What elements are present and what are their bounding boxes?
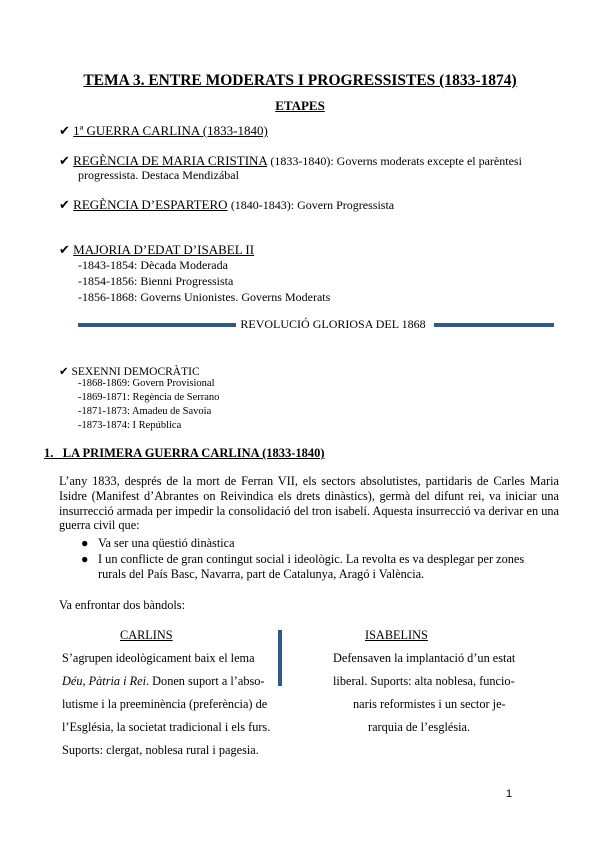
stage-5	[59, 364, 200, 378]
list-item	[81, 552, 525, 567]
carlins-line: S’agrupen ideològicament baix el lema	[62, 651, 255, 665]
bullet-icon: ●	[81, 552, 89, 566]
stage-5-sub: -1868-1869: Govern Provisional	[78, 378, 215, 389]
page-number: 1	[506, 788, 513, 800]
isabelins-heading: ISABELINS	[365, 628, 428, 642]
carlins-line: Suports: clergat, noblesa rural i pagesia.	[62, 743, 259, 757]
section-1-heading: 1. LA PRIMERA GUERRA CARLINA (1833-1840)	[44, 446, 325, 460]
isabelins-line: rarquia de l’església.	[368, 720, 471, 734]
list-item	[81, 536, 235, 551]
stage-3-label: REGÈNCIA D’ESPARTERO	[73, 197, 228, 212]
check-icon: ✔	[59, 242, 70, 257]
stage-3-text: (1840-1843): Govern Progressista	[230, 198, 395, 212]
carlins-heading: CARLINS	[120, 628, 173, 642]
carlins-line: l’Església, la societat tradicional i els furs.	[62, 720, 271, 734]
check-icon: ✔	[59, 123, 70, 138]
column-divider	[278, 630, 282, 686]
stage-4	[59, 242, 254, 258]
isabelins-line: Defensaven la implantació d’un estat	[333, 651, 516, 665]
stage-4-sub: -1856-1868: Governs Unionistes. Governs Moderats	[78, 290, 331, 304]
stage-5-sub: -1873-1874: I República	[78, 420, 182, 431]
list-item-text: I un conflicte de gran contingut social i ideològic. La revolta es va desplegar per zones	[98, 552, 525, 566]
check-icon: ✔	[59, 197, 70, 212]
stage-2-continuation: progressista. Destaca Mendizábal	[78, 168, 239, 182]
list-item-continuation: rurals del País Basc, Navarra, part de Catalunya, Aragó i València.	[98, 567, 425, 581]
carlins-line: lutisme i la preeminència (preferència) de	[62, 697, 268, 711]
bullet-icon: ●	[81, 536, 89, 550]
carlins-line: Déu, Pàtria i Rei. Donen suport a l’abso-	[62, 674, 265, 688]
stage-1-label: 1ª GUERRA CARLINA (1833-1840)	[73, 123, 268, 138]
stage-2	[59, 153, 522, 169]
stage-2-text: (1833-1840): Governs moderats excepte el parèntesi	[270, 154, 522, 168]
divider-left	[78, 323, 236, 327]
stage-4-label: MAJORIA D’EDAT D’ISABEL II	[73, 242, 255, 257]
list-item-text: Va ser una qüestió dinàstica	[98, 536, 235, 550]
stage-2-label: REGÈNCIA DE MARIA CRISTINA	[73, 153, 268, 168]
bandols-intro: Va enfrontar dos bàndols:	[59, 598, 186, 612]
etapes-heading: ETAPES	[275, 98, 325, 113]
stage-5-label: SEXENNI DEMOCRÀTIC	[71, 366, 200, 378]
stage-4-sub: -1854-1856: Bienni Progressista	[78, 274, 234, 288]
stage-3	[59, 197, 394, 213]
stage-4-sub: -1843-1854: Dècada Moderada	[78, 258, 228, 272]
isabelins-line: liberal. Suports: alta noblesa, funcio-	[333, 674, 515, 688]
stage-5-sub: -1869-1871: Regència de Serrano	[78, 392, 220, 403]
check-icon: ✔	[59, 153, 70, 168]
check-icon: ✔	[59, 366, 69, 378]
carlins-motto: Déu, Pàtria i Rei	[62, 674, 147, 688]
stage-5-sub: -1871-1873: Amadeu de Savoia	[78, 406, 212, 417]
isabelins-line: naris reformistes i un sector je-	[353, 697, 506, 711]
divider-right	[434, 323, 554, 327]
page-title: TEMA 3. ENTRE MODERATS I PROGRESSISTES (1833-1874)	[83, 72, 517, 89]
revolucio-heading: REVOLUCIÓ GLORIOSA DEL 1868	[240, 317, 426, 331]
stage-1	[59, 123, 268, 139]
section-1-paragraph: L’any 1833, després de la mort de Ferran VII, els sectors absolutistes, partidaris de Carles Maria Isidre (Manifest d’Abrantes on Reivindica els drets dinàstics), germà del difunt rei, va iniciar una insurrecció armada per impedir la consolidació del tron isabelí. Aquesta insurrecció va derivar en una guerra civil que:	[59, 474, 559, 533]
